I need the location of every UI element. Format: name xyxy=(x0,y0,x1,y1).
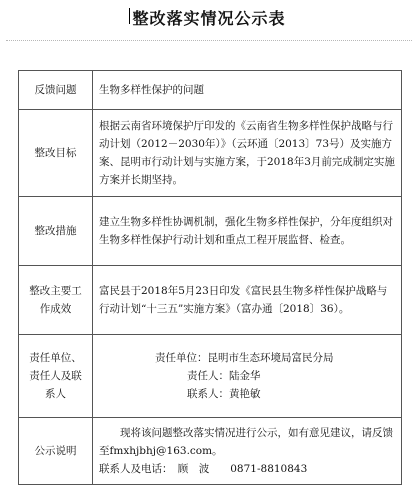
result-text: 富民县于2018年5月23日印发《富民县生物多样性保护战略与行动计划“十三五”实施方案》（富办通〔2018〕36）。 xyxy=(93,266,402,335)
header-right-cell: 生物多样性保护的问题 xyxy=(93,71,402,110)
note-contact: 联系人及电话： 顾 波 0871-8810843 xyxy=(99,463,308,475)
measures-label: 整改措施 xyxy=(19,197,93,266)
contact-label: 责任单位、责任人及联系人 xyxy=(19,335,93,418)
goal-label: 整改目标 xyxy=(19,110,93,197)
page-divider xyxy=(6,40,412,41)
table-row-goal xyxy=(19,110,402,197)
note-label: 公示说明 xyxy=(19,418,93,485)
note-text: 现将该问题整改落实情况进行公示，如有意见建议，请反馈至fmxhjbhj@163.com。 xyxy=(99,427,393,457)
page-title: 整改落实情况公示表 xyxy=(132,9,286,28)
measures-text: 建立生物多样性协调机制，强化生物多样性保护，分年度组织对生物多样性保护行动计划和重点工程开展监督、检查。 xyxy=(93,197,402,266)
table-row-header xyxy=(19,71,402,110)
responsible-person: 责任人：陆金华 xyxy=(187,370,261,382)
responsible-unit: 责任单位：昆明市生态环境局富民分局 xyxy=(155,352,334,364)
result-label: 整改主要工作成效 xyxy=(19,266,93,335)
goal-text: 根据云南省环境保护厅印发的《云南省生物多样性保护战略与行动计划（2012－2030年）》（云环通〔2013〕73号）及实施方案、昆明市行动计划与实施方案，于2018年3月前完成制定实施方案并长期坚持。 xyxy=(93,110,402,197)
table-row-contact xyxy=(19,335,402,418)
table-row-measures xyxy=(19,197,402,266)
notice-table xyxy=(18,70,402,485)
liaison-person: 联系人：黄艳敏 xyxy=(187,388,261,400)
header-left-cell: 反馈问题 xyxy=(19,71,93,110)
text-cursor xyxy=(129,8,130,24)
table-row-note xyxy=(19,418,402,485)
contact-cell xyxy=(93,335,402,418)
table-row-result xyxy=(19,266,402,335)
note-cell xyxy=(93,418,402,485)
